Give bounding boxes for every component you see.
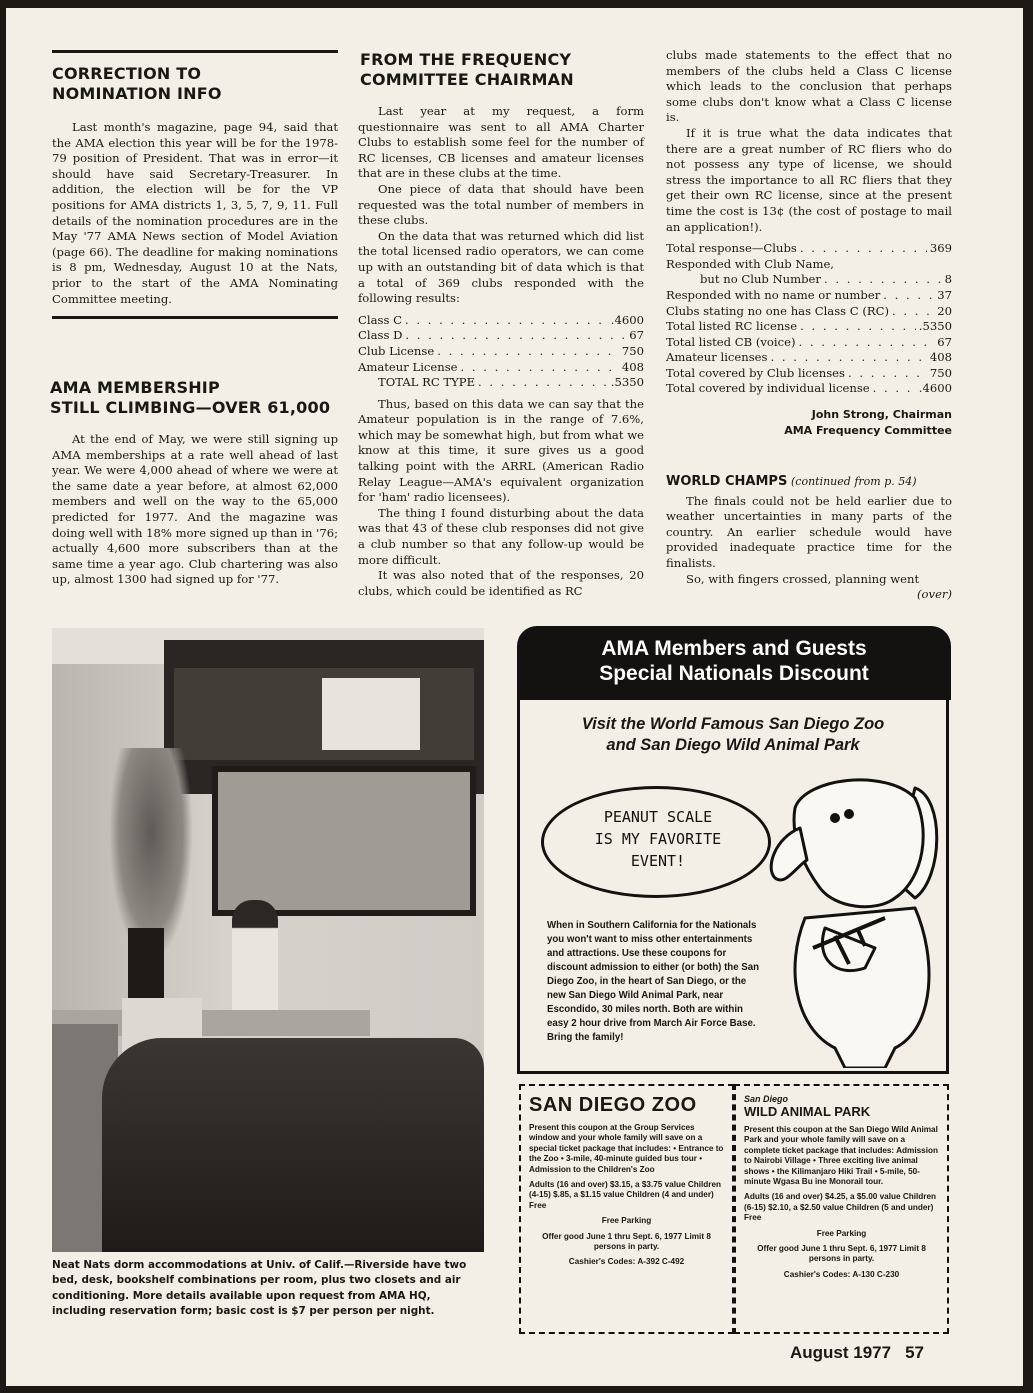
zoo-coupon-description: Present this coupon at the Group Services window and your whole family will save on a special ticket package that includes: • Entrance to the Zoo • 3-mile, 40-minute guided bus tour • Admission to the Children's Zoo [529,1123,724,1174]
photo-caption: Neat Nats dorm accommodations at Univ. of Calif.—Riverside have two bed, desk, bookshelf combinations per room, plus two closets and air conditioning. More details available upon request from AMA HQ, including reservation form; basic cost is $7 per person per night. [52,1259,467,1318]
correction-body [52,120,338,307]
dorm-room-photo [52,628,484,1252]
bottom-rule-correction [52,316,338,319]
elephant-illustration [765,768,947,1068]
park-coupon-title: WILD ANIMAL PARK [744,1104,871,1119]
over-label: (over) [917,587,952,602]
bubble-line3: EVENT! [630,852,686,870]
nationals-discount-ad [509,626,957,1338]
signature-title: AMA Frequency Committee [784,424,952,438]
park-coupon-codes: Cashier's Codes: A-130 C-230 [783,1269,900,1279]
license-row: Class D . . . 67 [358,328,644,344]
photo-bed [102,1038,484,1252]
stats-row: Amateur licenses . . . 408 [666,350,952,366]
park-coupon-parking: Free Parking [816,1228,867,1238]
world-champs-title: WORLD CHAMPS [666,474,788,489]
issue-date: August 1977 [790,1343,892,1362]
world-champs-p2: So, with fingers crossed, planning went [686,571,920,586]
zoo-coupon-title: SAN DIEGO ZOO [529,1094,697,1116]
correction-headline-line1: CORRECTION TO [52,64,202,83]
magazine-page [6,8,1023,1386]
stats-row: Total listed RC license . . . .5350 [666,319,952,335]
stats-row: Total response—Clubs . . . 369 [666,241,952,257]
zoo-coupon-offer: Offer good June 1 thru Sept. 6, 1977 Limit 8 persons in party. [542,1231,711,1252]
world-champs-heading [666,474,952,490]
ad-subheadline [509,714,957,756]
park-coupon-prices: Adults (16 and over) $4.25, a $5.00 value Children (6-15) $2.10, a $2.50 value Children (5 and under) Free [744,1192,937,1223]
elephant-eye [830,813,840,823]
membership-body [52,432,338,588]
frequency-p4: Thus, based on this data we can say that the Amateur population is in the range of 7.6%, which may be somewhat high, but from what we know at this time, it sure gives us a good talking point with the ARRL (American Radio Relay League—AMA's equivalent organization for 'ham' radio licensees). [358,396,644,505]
bubble-line2: IS MY FAVORITE [594,830,722,848]
park-coupon-description: Present this coupon at the San Diego Wild Animal Park and your whole family will save on a complete ticket package that includes: Admission to Nairobi Village • Three exciting live animal shows • the Kilimanjaro Hiki Trail • 5-mile, 50-minute Wgasa Bu ine Monorail tour. [744,1125,938,1187]
membership-headline-line2: STILL CLIMBING—OVER 61,000 [50,398,331,417]
stats-row: but no Club Number . . . 8 [666,272,952,288]
photo-plant [110,748,192,958]
zoo-coupon[interactable] [519,1084,734,1334]
license-row: Club License . . . 750 [358,344,644,360]
frequency-headline-line1: FROM THE FREQUENCY [360,50,572,69]
elephant-body [795,908,929,1068]
correction-paragraph: Last month's magazine, page 94, said that the AMA election this year will be for the 1978-79 position of President. That was in error—it should have said Secretary-Treasurer. In addition, the election will be for the VP positions for AMA districts 1, 3, 5, 7, 9, 11. Full details of the nomination procedures are in the May '77 AMA News section of Model Aviation (page 66). The deadline for making nominations is 8 pm, Wednesday, August 10 at the Nats, prior to the start of the AMA Nominating Committee meeting. [52,120,338,306]
world-champs-section [666,474,952,603]
stats-row-label: Responded with Club Name, [666,256,834,271]
ad-headline [517,626,951,700]
license-row: Class C . . . .4600 [358,313,644,329]
world-champs-continued: (continued from p. 54) [791,475,917,488]
frequency-continued [666,48,952,439]
park-coupon-text [744,1125,939,1280]
frequency-p3: On the data that was returned which did list the total licensed radio operators, we can come up with an outstanding bit of data which is that a total of 369 clubs responded with the following results: [358,228,644,306]
signature-name: John Strong, Chairman [811,408,952,422]
ad-body-text: When in Southern California for the Nationals you won't want to miss other entertainments and attractions. Use these coupons for discount admission to either (or both) the San Diego Zoo, in the heart of San Diego, or the new San Diego Wild Animal Park, near Escondido, 30 miles north. Both are within easy 2 hour drive from March Air Force Base. Bring the family! [547,920,760,1043]
license-row: Amateur License . . . 408 [358,360,644,376]
ad-headline-line2: Special Nationals Discount [599,662,869,685]
correction-headline [52,64,222,104]
stats-row: Total covered by Club licenses . . . 750 [666,366,952,382]
membership-headline-line1: AMA MEMBERSHIP [50,378,220,397]
park-coupon-offer: Offer good June 1 thru Sept. 6, 1977 Limit 8 persons in party. [757,1244,926,1264]
frequency-p5: The thing I found disturbing about the data was that 43 of these club responses did not give a club number so that any follow-up would be more difficult. [358,505,644,567]
stats-row: Clubs stating no one has Class C (RC) . . . 20 [666,304,952,320]
top-rule-correction [52,50,338,53]
membership-headline [50,378,330,418]
zoo-coupon-text [529,1123,724,1268]
stats-row: Total listed CB (voice) . . . 67 [666,335,952,351]
zoo-coupon-parking: Free Parking [601,1216,652,1226]
elephant-eye [844,809,854,819]
page-number: 57 [905,1343,925,1362]
photo-lamp [232,900,278,1014]
frequency-p2: One piece of data that should have been requested was the total number of members in these clubs. [358,181,644,228]
ad-subheadline-line2: and San Diego Wild Animal Park [606,736,860,754]
frequency-p8: If it is true what the data indicates that there are a great number of RC fliers who do not possess any type of license, we should stress the importance to all RC fliers that they get their own RC license, since at the present time the cost is 13¢ (the cost of postage to mail an application!). [666,125,952,234]
elephant-trunk [771,828,807,880]
frequency-p6: It was also noted that of the responses, 20 clubs, which could be identified as RC [358,568,644,598]
wild-animal-park-coupon[interactable] [734,1084,949,1334]
signature-block [666,407,952,439]
frequency-p7: clubs made statements to the effect that no members of the clubs held a Class C license which leads to the conclusion that perhaps some clubs don't know what a Class C license is. [666,48,952,125]
page-footer [790,1343,924,1363]
frequency-body [358,104,644,599]
stats-row: Total covered by individual license . . . .4600 [666,381,952,397]
zoo-coupon-codes: Cashier's Codes: A-392 C-492 [568,1257,685,1267]
photo-corkboard [212,766,476,916]
ad-subheadline-line1: Visit the World Famous San Diego Zoo [581,715,885,733]
correction-headline-line2: NOMINATION INFO [52,84,222,103]
world-champs-p1: The finals could not be held earlier due to weather uncertainties in many parts of the country. An earlier schedule would have provided inadequate practice time for the finalists. [666,493,952,570]
frequency-headline-line2: COMMITTEE CHAIRMAN [360,70,574,89]
response-stats-list [666,241,952,397]
license-total-row: TOTAL RC TYPE . . . .5350 [358,375,644,391]
frequency-headline [360,50,574,90]
elephant-head [794,780,923,907]
license-results-list [358,313,644,391]
photo-shelf-items [322,678,420,750]
frequency-p1: Last year at my request, a form questionnaire was sent to all AMA Charter Clubs to establish some feel for the number of RC licenses, CB licenses and amateur licenses that are in these clubs at the time. [358,104,644,181]
bubble-line1: PEANUT SCALE [603,808,713,826]
speech-bubble-text [573,806,743,872]
zoo-coupon-prices: Adults (16 and over) $3.15, a $3.75 value Children (4-15) $.85, a $1.15 value Children (4 and under) Free [529,1180,722,1210]
stats-row: Responded with no name or number . . . 37 [666,288,952,304]
ad-headline-line1: AMA Members and Guests [601,637,867,660]
membership-paragraph: At the end of May, we were still signing up AMA memberships at a rate well ahead of last year. We were 4,000 ahead of where we were at the same date a year before, at almost 62,000 members and well on the way to the 65,000 predicted for 1977. And the magazine was doing well with 18% more signed up than in '76; actually 4,600 more subscribers than at the same time a year ago. Club chartering was also up, almost 1300 had signed up for '77. [52,432,338,587]
park-coupon-title-small: San Diego [744,1094,789,1104]
